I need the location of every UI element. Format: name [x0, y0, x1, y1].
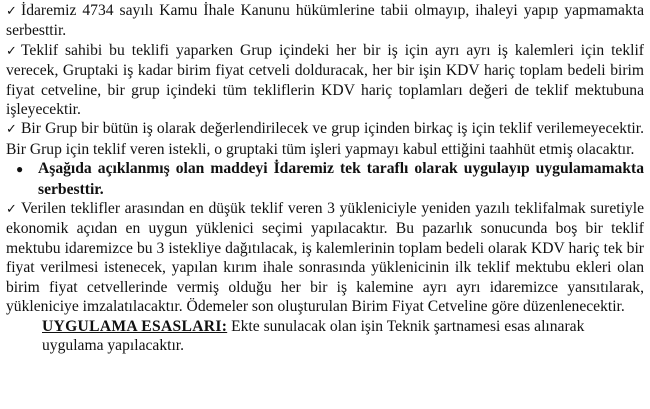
- paragraph-group-whole: [6, 119, 644, 159]
- paragraph-text: Bir Grup bir bütün iş olarak değerlendirilecek ve grup içinden birkaç iş için teklif verilemeyecektir. Bir Grup için teklif veren istekli, o gruptaki tüm işleri yapmayı kabul ettiğini taahhüt etmiş olacaktır.: [6, 120, 644, 158]
- usage-principles-label: UYGULAMA ESASLARI:: [42, 317, 228, 335]
- check-icon: ✓: [6, 202, 17, 218]
- check-icon: ✓: [6, 4, 17, 19]
- usage-principles: [6, 317, 644, 356]
- bullet-icon: ●: [16, 162, 24, 177]
- check-icon: ✓: [6, 43, 17, 59]
- check-icon: ✓: [6, 122, 17, 138]
- paragraph-text: Verilen teklifler arasından en düşük teklif veren 3 yükleniciyle yeniden yazılı teklifalmak suretiyle ekonomik açıdan en uygun yüklenici seçimi yapılacaktır. Bu pazarlık sonucunda boş bir teklif mektubu idaremizce bu 3 istekliye dağıtılacak, iş kalemlerinin toplam bedeli olarak KDV hariç tek bir fiyat verilmesi istenecek, yapılan kırım ihale sonrasında yüklenicinin ilk teklif mektubu ekleri olan birim fiyat cetvellerinde vermiş olduğu her bir iş kalemine ayrı ayrı idaremizce yansıtılarak, yükleniciye imzalatılacaktır. Ödemeler son oluşturulan Birim Fiyat Cetveline göre düzenlenecektir.: [6, 200, 644, 316]
- usage-principles-text-continued: uygulama yapılacaktır.: [42, 336, 185, 354]
- paragraph-bid-items: [6, 41, 644, 120]
- paragraph-text: Aşağıda açıklanmış olan maddeyi İdaremiz tek taraflı olarak uygulayıp uygulamamakta serbesttir.: [38, 160, 644, 198]
- usage-principles-text: Ekte sunulacak olan işin Teknik şartnamesi esas alınarak: [231, 317, 585, 335]
- paragraph-unilateral-clause: [6, 159, 644, 199]
- paragraph-text: İdaremiz 4734 sayılı Kamu İhale Kanunu hükümlerine tabii olmayıp, ihaleyi yapıp yapmamakta serbesttir.: [6, 2, 644, 40]
- paragraph-exemption: [6, 1, 644, 41]
- paragraph-text: Teklif sahibi bu teklifi yaparken Grup içindeki her bir iş için ayrı ayrı iş kalemleri için teklif verecek, Gruptaki iş kadar birim fiyat cetveli dolduracak, her bir işin KDV hariç toplam bedeli birim fiyat cetveline, bir grup içindeki tüm tekliflerin KDV hariç toplamları değeri de teklif mektubuna işleyecektir.: [6, 41, 644, 119]
- paragraph-negotiation: [6, 199, 644, 316]
